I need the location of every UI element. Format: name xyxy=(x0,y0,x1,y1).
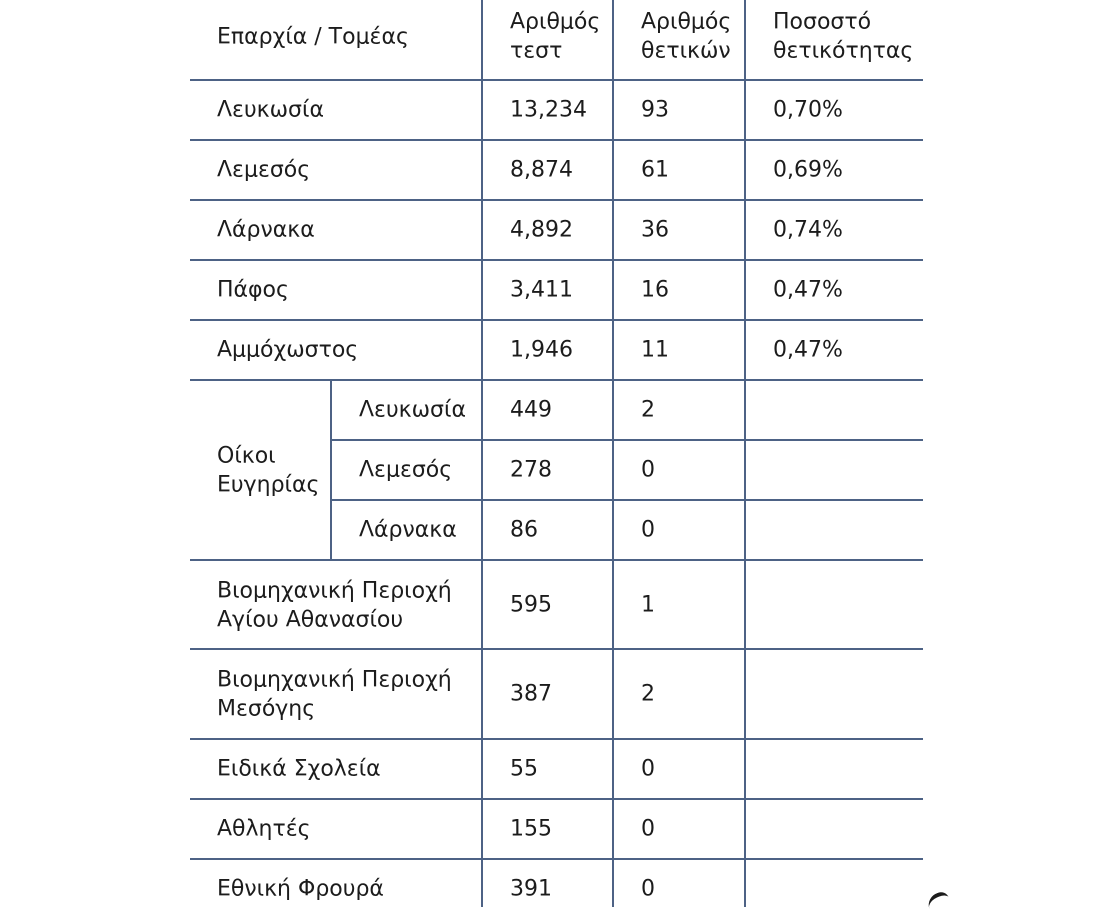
sector-label: Αθλητές xyxy=(217,816,311,842)
row-divider xyxy=(190,139,923,141)
sector-tests: 55 xyxy=(510,756,538,782)
sector-positives: 0 xyxy=(641,876,655,902)
row-divider xyxy=(331,439,923,441)
care-home-district: Λεμεσός xyxy=(359,457,453,483)
row-region: Λάρνακα xyxy=(217,217,315,243)
header-rate-line2: θετικότητας xyxy=(773,38,914,64)
row-rate: 0,74% xyxy=(773,217,843,243)
row-positives: 61 xyxy=(641,157,669,183)
row-divider xyxy=(190,259,923,261)
row-tests: 4,892 xyxy=(510,217,573,243)
row-tests: 8,874 xyxy=(510,157,573,183)
row-positives: 16 xyxy=(641,277,669,303)
column-divider xyxy=(481,0,483,907)
care-home-district: Λάρνακα xyxy=(359,517,457,543)
row-divider xyxy=(190,379,923,381)
sector-positives: 2 xyxy=(641,681,655,707)
row-tests: 13,234 xyxy=(510,97,587,123)
sector-label: Εθνική Φρουρά xyxy=(217,876,384,902)
row-positives: 93 xyxy=(641,97,669,123)
header-positives-line1: Αριθμός xyxy=(641,9,732,35)
care-home-district: Λευκωσία xyxy=(359,397,466,423)
column-divider xyxy=(744,0,746,907)
care-home-positives: 2 xyxy=(641,397,655,423)
header-tests-line1: Αριθμός xyxy=(510,9,601,35)
row-rate: 0,69% xyxy=(773,157,843,183)
sector-tests: 595 xyxy=(510,592,552,618)
handwritten-mark xyxy=(925,890,953,916)
row-divider xyxy=(190,648,923,650)
care-home-positives: 0 xyxy=(641,517,655,543)
care-home-tests: 278 xyxy=(510,457,552,483)
row-divider xyxy=(190,79,923,81)
row-tests: 1,946 xyxy=(510,337,573,363)
sector-label-line1: Βιομηχανική Περιοχή xyxy=(217,667,452,693)
care-home-tests: 86 xyxy=(510,517,538,543)
row-divider xyxy=(190,319,923,321)
row-positives: 36 xyxy=(641,217,669,243)
row-divider xyxy=(190,798,923,800)
row-region: Πάφος xyxy=(217,277,289,303)
header-positives-line2: θετικών xyxy=(641,38,731,64)
sector-tests: 387 xyxy=(510,681,552,707)
row-tests: 3,411 xyxy=(510,277,573,303)
care-home-positives: 0 xyxy=(641,457,655,483)
sector-label-line2: Μεσόγης xyxy=(217,696,316,722)
row-divider xyxy=(190,738,923,740)
sector-label-line2: Αγίου Αθανασίου xyxy=(217,607,404,633)
row-region: Λευκωσία xyxy=(217,97,324,123)
sector-tests: 155 xyxy=(510,816,552,842)
row-rate: 0,47% xyxy=(773,337,843,363)
header-rate-line1: Ποσοστό xyxy=(773,9,872,35)
row-divider xyxy=(190,858,923,860)
row-region: Λεμεσός xyxy=(217,157,311,183)
column-divider xyxy=(612,0,614,907)
column-divider xyxy=(330,380,332,560)
sector-positives: 0 xyxy=(641,756,655,782)
row-rate: 0,70% xyxy=(773,97,843,123)
care-homes-label-line1: Οίκοι xyxy=(217,443,276,469)
row-divider xyxy=(190,559,923,561)
row-region: Αμμόχωστος xyxy=(217,337,359,363)
header-region: Επαρχία / Τομέας xyxy=(217,24,409,50)
row-rate: 0,47% xyxy=(773,277,843,303)
sector-positives: 1 xyxy=(641,592,655,618)
sector-positives: 0 xyxy=(641,816,655,842)
care-homes-label-line2: Ευγηρίας xyxy=(217,472,320,498)
row-divider xyxy=(331,499,923,501)
care-home-tests: 449 xyxy=(510,397,552,423)
header-tests-line2: τεστ xyxy=(510,38,563,64)
sector-label-line1: Βιομηχανική Περιοχή xyxy=(217,578,452,604)
sector-tests: 391 xyxy=(510,876,552,902)
row-divider xyxy=(190,199,923,201)
row-positives: 11 xyxy=(641,337,669,363)
sector-label: Ειδικά Σχολεία xyxy=(217,756,381,782)
